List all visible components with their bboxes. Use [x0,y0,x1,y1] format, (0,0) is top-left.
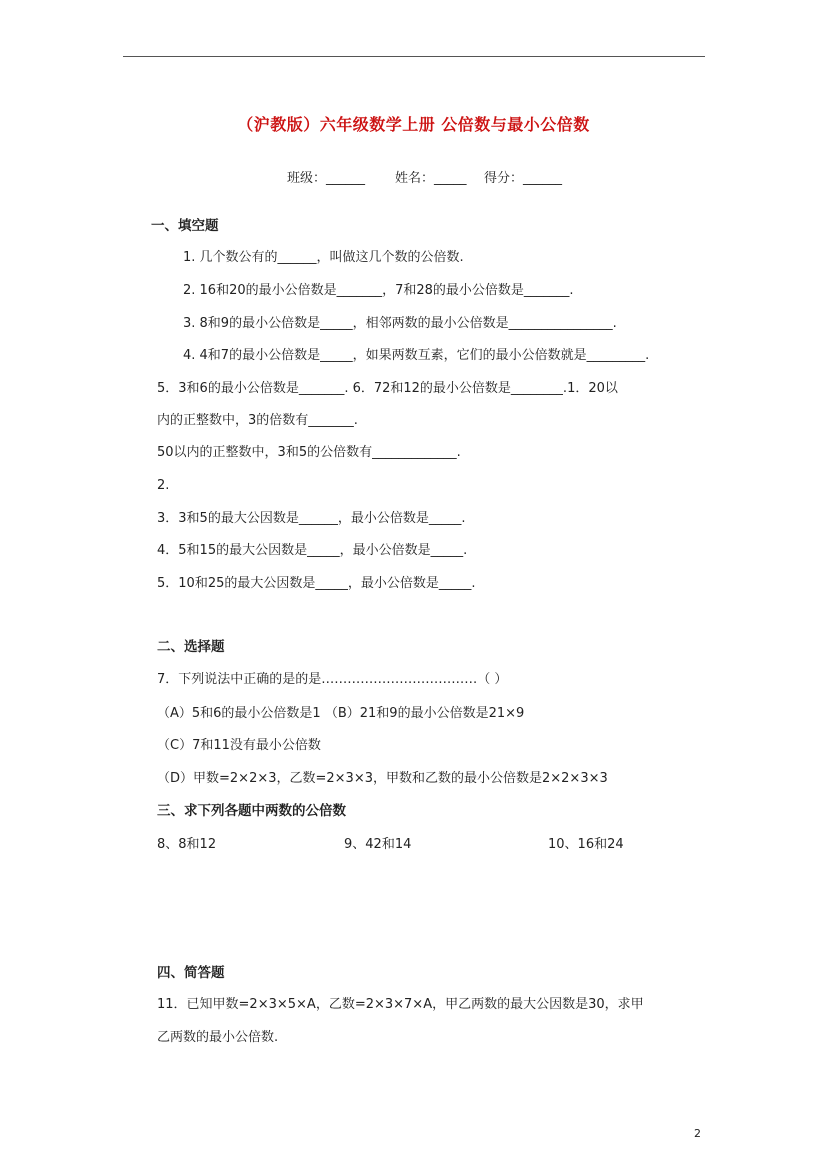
question-50: 50以内的正整数中，3和5的公倍数有_____________. [157,445,461,460]
question-3: 3. 8和9的最小公倍数是_____，相邻两数的最小公倍数是________________. [183,316,617,331]
header-rule [123,56,705,57]
section-common-multiples: 三、求下列各题中两数的公倍数 [157,803,346,819]
page-number: 2 [694,1127,701,1140]
question-10: 10、16和24 [548,837,624,852]
question-7-options-ab: （A）5和6的最小公倍数是1 （B）21和9的最小公倍数是21×9 [157,706,525,721]
question-11-cont: 乙两数的最小公倍数. [157,1030,279,1045]
question-1: 1. 几个数公有的______，叫做这几个数的公倍数. [183,250,464,265]
question-5-6: 5．3和6的最小公倍数是_______. 6．72和12的最小公倍数是________.1．20以 [157,381,618,396]
question-7-option-c: （C）7和11没有最小公倍数 [157,738,321,753]
question-4b: 4．5和15的最大公因数是_____，最小公倍数是_____. [157,543,468,558]
section-short-answer: 四、简答题 [157,965,225,981]
section-multiple-choice: 二、选择题 [157,639,225,655]
question-9: 9、42和14 [344,837,412,852]
question-3b: 3．3和5的最大公因数是______，最小公倍数是_____. [157,511,466,526]
class-field: 班级：______ [287,171,366,186]
question-5b: 5．10和25的最大公因数是_____，最小公倍数是_____. [157,576,476,591]
question-5-6-cont: 内的正整数中，3的倍数有_______. [157,413,358,428]
score-field: 得分：______ [484,171,563,186]
question-7: 7．下列说法中正确的是的是………………………………（ ） [157,672,508,687]
page-title: （沪教版）六年级数学上册 公倍数与最小公倍数 [237,115,590,134]
section-fill-blank: 一、填空题 [151,218,219,234]
question-8: 8、8和12 [157,837,217,852]
name-field: 姓名：_____ [395,171,467,186]
question-4: 4. 4和7的最小公倍数是_____，如果两数互素，它们的最小公倍数就是_________. [183,348,650,363]
question-11: 11．已知甲数=2×3×5×A，乙数=2×3×7×A，甲乙两数的最大公因数是30，求甲 [157,997,644,1012]
question-2b: 2. [157,478,170,493]
question-2: 2. 16和20的最小公倍数是_______，7和28的最小公倍数是_______. [183,283,574,298]
question-7-option-d: （D）甲数=2×2×3，乙数=2×3×3，甲数和乙数的最小公倍数是2×2×3×3 [157,771,608,786]
